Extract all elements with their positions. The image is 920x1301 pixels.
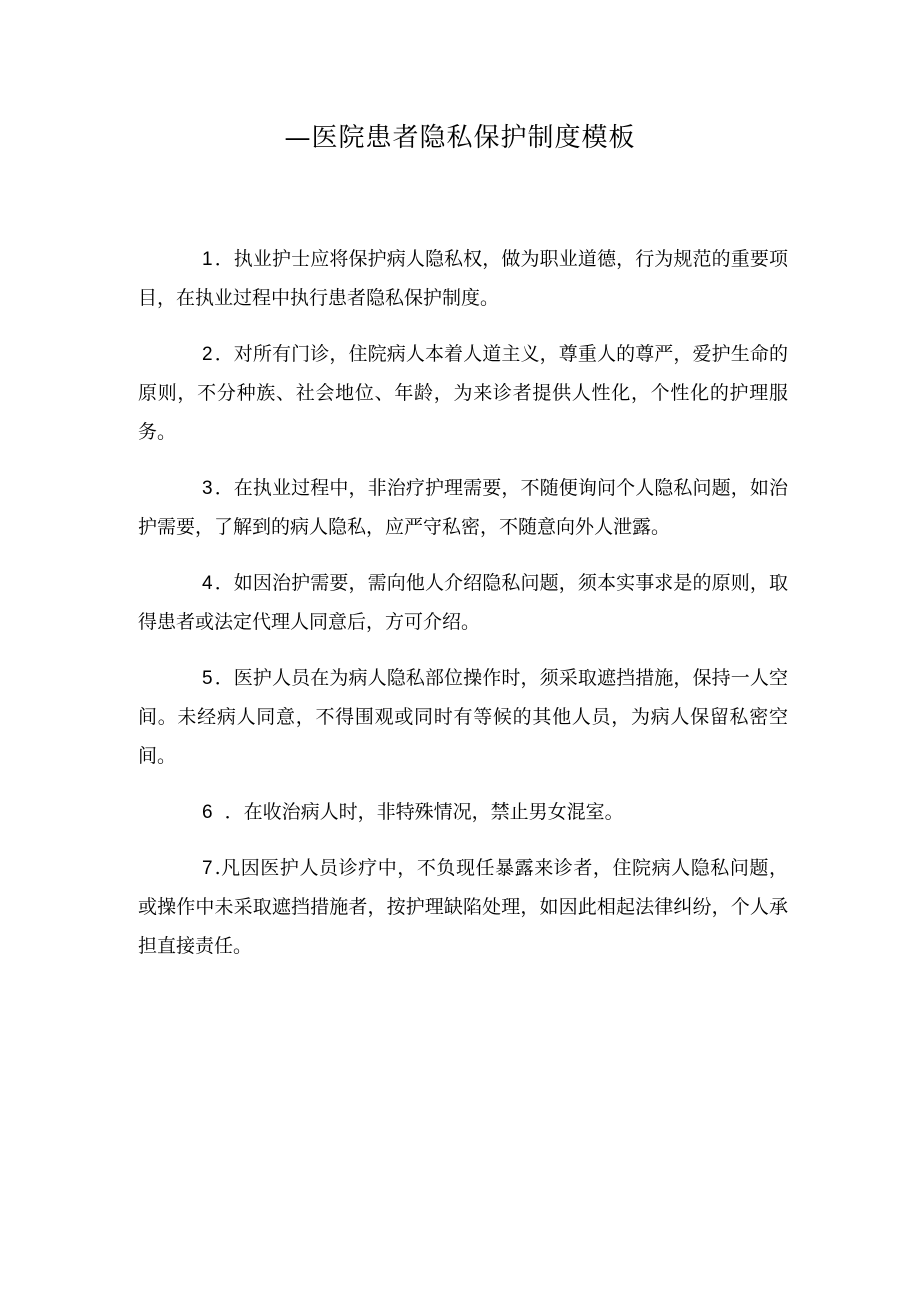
item-text: ．在收治病人时，非特殊情况，禁止男女混室。 <box>224 801 624 823</box>
list-item <box>138 659 788 776</box>
item-number: 5 <box>202 668 213 689</box>
item-text: .凡因医护人员诊疗中，不负现任暴露来诊者，住院病人隐私问题，或操作中未采取遮挡措施者，按护理缺陷处理，如因此相起法律纠纷，个人承担直接责任。 <box>138 857 788 957</box>
item-number: 1 <box>202 249 213 270</box>
item-text: ．对所有门诊，住院病人本着人道主义，尊重人的尊严，爱护生命的原则，不分种族、社会地位、年龄，为来诊者提供人性化，个性化的护理服务。 <box>138 343 788 443</box>
item-text: ．如因治护需要，需向他人介绍隐私问题，须本实事求是的原则，取得患者或法定代理人同意后，方可介绍。 <box>138 572 788 633</box>
list-item <box>138 793 788 832</box>
item-number: 2 <box>202 344 213 365</box>
item-number: 7 <box>202 858 213 879</box>
list-item <box>138 469 788 547</box>
document-title: —医院患者隐私保护制度模板 <box>284 123 636 153</box>
item-text: ．在执业过程中，非治疗护理需要，不随便询问个人隐私问题，如治护需要，了解到的病人隐私，应严守私密，不随意向外人泄露。 <box>138 477 788 538</box>
item-text: ．医护人员在为病人隐私部位操作时，须采取遮挡措施，保持一人空间。未经病人同意，不得围观或同时有等候的其他人员，为病人保留私密空间。 <box>138 667 788 767</box>
document-body <box>138 240 788 983</box>
item-text: ．执业护士应将保护病人隐私权，做为职业道德，行为规范的重要项目，在执业过程中执行患者隐私保护制度。 <box>138 248 788 309</box>
item-number: 4 <box>202 573 213 594</box>
item-number: 3 <box>202 478 213 499</box>
list-item <box>138 564 788 642</box>
item-number: 6 <box>202 802 213 823</box>
list-item <box>138 240 788 318</box>
list-item <box>138 849 788 966</box>
list-item <box>138 335 788 452</box>
